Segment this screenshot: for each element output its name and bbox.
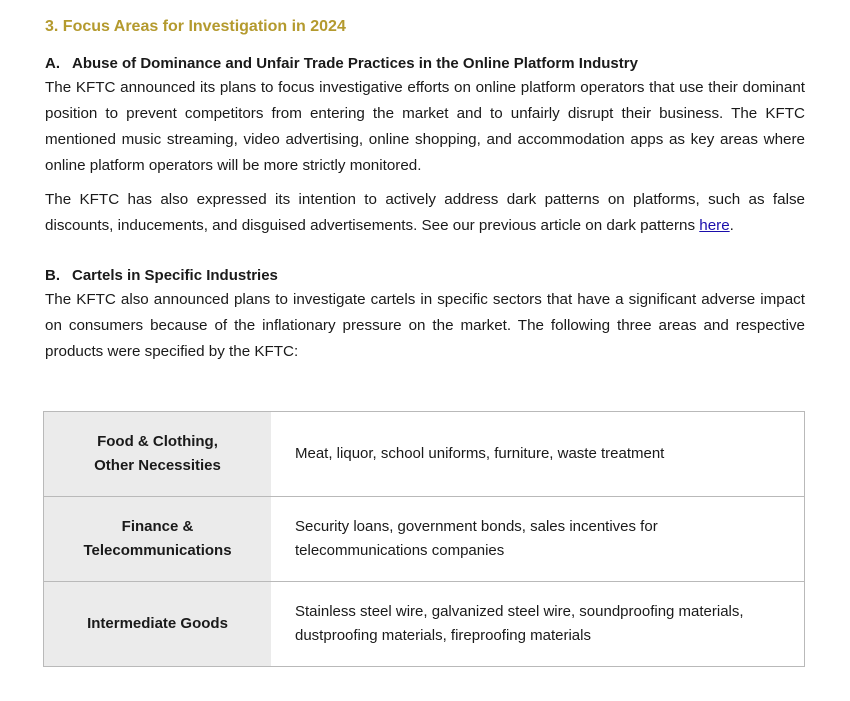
subsection-a-paragraph-1: The KFTC announced its plans to focus investigative efforts on online platform operators that use their dominant position to prevent competitors from entering the market and to unfairly disrupt their business. The KFTC mentioned music streaming, video advertising, online shopping, and accommodation apps as key areas where online platform operators will be more strictly monitored. xyxy=(45,79,805,174)
subsection-a-paragraph-2 xyxy=(45,187,805,239)
subsection-b-heading xyxy=(45,265,805,287)
subsection-b-title: Cartels in Specific Industries xyxy=(72,267,278,284)
table-row xyxy=(44,412,805,497)
paragraph-2-end: . xyxy=(729,217,734,234)
subsection-a-letter: A. xyxy=(45,55,60,72)
section-title: 3. Focus Areas for Investigation in 2024 xyxy=(45,18,346,35)
category-line-1: Food & Clothing, xyxy=(97,433,218,450)
subsection-b-letter: B. xyxy=(45,267,60,284)
category-cell xyxy=(44,412,272,497)
table-row xyxy=(44,582,805,667)
subsection-a-heading xyxy=(45,53,805,75)
dark-patterns-article-link[interactable]: here xyxy=(699,217,730,234)
subsection-b-paragraph-1: The KFTC also announced plans to investigate cartels in specific sectors that have a significant adverse impact on consumers because of the inflationary pressure on the market. The following three areas and respective products were specified by the KFTC: xyxy=(45,291,805,360)
products-cell: Security loans, government bonds, sales incentives for telecommunications companies xyxy=(271,497,805,582)
focus-areas-table xyxy=(43,411,805,667)
category-cell xyxy=(44,582,272,667)
category-line-1: Intermediate Goods xyxy=(87,615,228,632)
article-section xyxy=(45,15,805,365)
category-line-1: Finance & xyxy=(121,518,194,535)
subsection-a-title: Abuse of Dominance and Unfair Trade Practices in the Online Platform Industry xyxy=(72,55,638,72)
paragraph-2-text: The KFTC has also expressed its intention to actively address dark patterns on platforms, such as false discounts, inducements, and disguised advertisements. See our previous article on dark patterns xyxy=(45,191,805,234)
category-line-2: Other Necessities xyxy=(94,457,221,474)
category-cell xyxy=(44,497,272,582)
table-row xyxy=(44,497,805,582)
category-line-2: Telecommunications xyxy=(83,542,232,559)
products-cell: Meat, liquor, school uniforms, furniture, waste treatment xyxy=(271,412,805,497)
products-cell: Stainless steel wire, galvanized steel wire, soundproofing materials, dustproofing materials, fireproofing materials xyxy=(295,603,744,644)
